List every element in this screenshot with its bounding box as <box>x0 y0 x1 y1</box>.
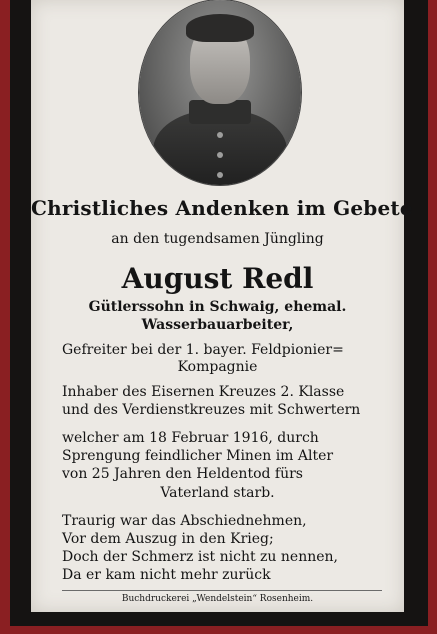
death-line-2: Sprengung feindlicher Minen im Alter <box>62 448 334 464</box>
death-line-3: von 25 Jahren den Heldentod fürs <box>62 466 303 482</box>
dedication-line: an den tugendsamen Jüngling <box>111 231 324 247</box>
verse-line-3: Doch der Schmerz ist nicht zu nennen, <box>62 549 338 565</box>
death-line-4: Vaterland starb. <box>160 485 275 501</box>
verse-line-1: Traurig war das Abschiednehmen, <box>62 513 307 529</box>
rank-line-2: Kompagnie <box>177 359 258 375</box>
decoration-line-1: Inhaber des Eisernen Kreuzes 2. Klasse <box>62 384 345 400</box>
soldier-portrait <box>139 0 301 185</box>
footer-divider <box>62 590 382 591</box>
occupation-line-2: Wasserbauarbeiter, <box>141 317 294 333</box>
death-line-1: welcher am 18 Februar 1916, durch <box>62 430 319 446</box>
card-heading: Christliches Andenken im Gebete <box>31 196 413 220</box>
decoration-line-2: und des Verdienstkreuzes mit Schwertern <box>62 402 361 418</box>
rank-line-1: Gefreiter bei der 1. bayer. Feldpionier= <box>62 342 344 358</box>
verse-line-2: Vor dem Auszug in den Krieg; <box>62 531 274 547</box>
verse-line-4: Da er kam nicht mehr zurück <box>62 567 271 583</box>
occupation-line-1: Gütlerssohn in Schwaig, ehemal. <box>88 299 347 315</box>
printer-imprint: Buchdruckerei „Wendelstein“ Rosenheim. <box>121 594 314 604</box>
deceased-name: August Redl <box>121 262 314 295</box>
